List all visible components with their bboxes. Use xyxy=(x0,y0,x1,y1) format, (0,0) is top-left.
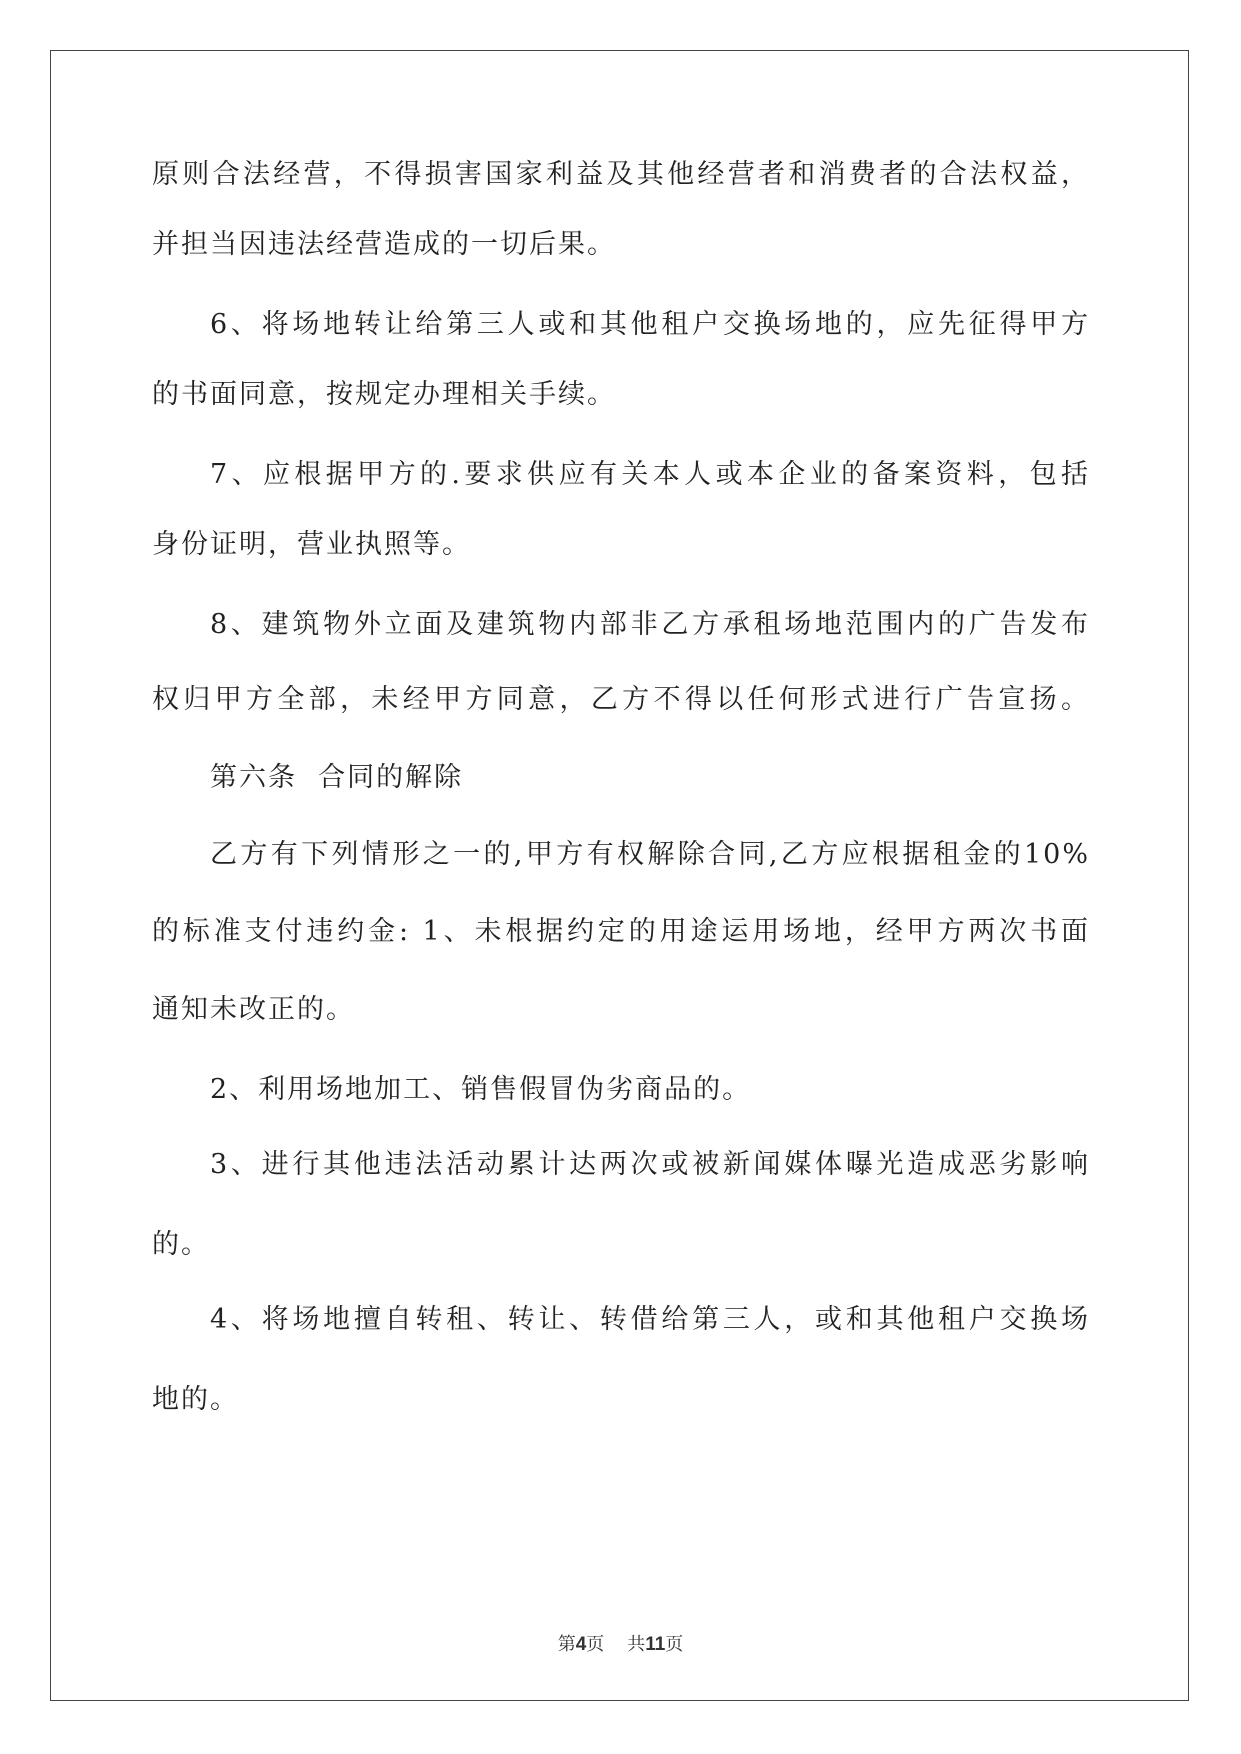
text-line: 3、进行其他违法活动累计达两次或被新闻媒体曝光造成恶劣影响 xyxy=(210,1149,1090,1180)
text-line: 2、利用场地加工、销售假冒伪劣商品的。 xyxy=(210,1074,752,1105)
page-number: 4 xyxy=(575,1634,587,1655)
text-line: 权归甲方全部，未经甲方同意，乙方不得以任何形式进行广告宣扬。 xyxy=(152,684,1090,715)
text-line: 通知未改正的。 xyxy=(152,994,355,1025)
footer-suffix: 页 xyxy=(665,1634,684,1655)
text-line: 4、将场地擅自转租、转让、转借给第三人，或和其他租户交换场 xyxy=(210,1304,1090,1335)
text-line: 身份证明，营业执照等。 xyxy=(152,529,471,560)
text-line: 的。 xyxy=(152,1229,210,1260)
text-line: 7、应根据甲方的.要求供应有关本人或本企业的备案资料，包括 xyxy=(210,459,1090,490)
text-line: 6、将场地转让给第三人或和其他租户交换场地的，应先征得甲方 xyxy=(210,309,1090,340)
text-line: 8、建筑物外立面及建筑物内部非乙方承租场地范围内的广告发布 xyxy=(210,609,1090,640)
page-border xyxy=(50,50,1189,1701)
text-line: 乙方有下列情形之一的,甲方有权解除合同,乙方应根据租金的10% xyxy=(210,839,1090,870)
text-line: 地的。 xyxy=(152,1384,239,1415)
text-line: 并担当因违法经营造成的一切后果。 xyxy=(152,229,616,260)
page-footer xyxy=(0,1630,1241,1656)
footer-prefix: 第 xyxy=(557,1634,576,1655)
text-line: 的标准支付违约金: 1、未根据约定的用途运用场地，经甲方两次书面 xyxy=(152,916,1090,947)
text-line: 的书面同意，按规定办理相关手续。 xyxy=(152,379,616,410)
footer-mid: 页 共 xyxy=(586,1634,646,1655)
text-line: 原则合法经营，不得损害国家利益及其他经营者和消费者的合法权益， xyxy=(152,159,1090,190)
section-heading: 第六条 合同的解除 xyxy=(210,762,464,793)
page-total: 11 xyxy=(645,1634,666,1655)
